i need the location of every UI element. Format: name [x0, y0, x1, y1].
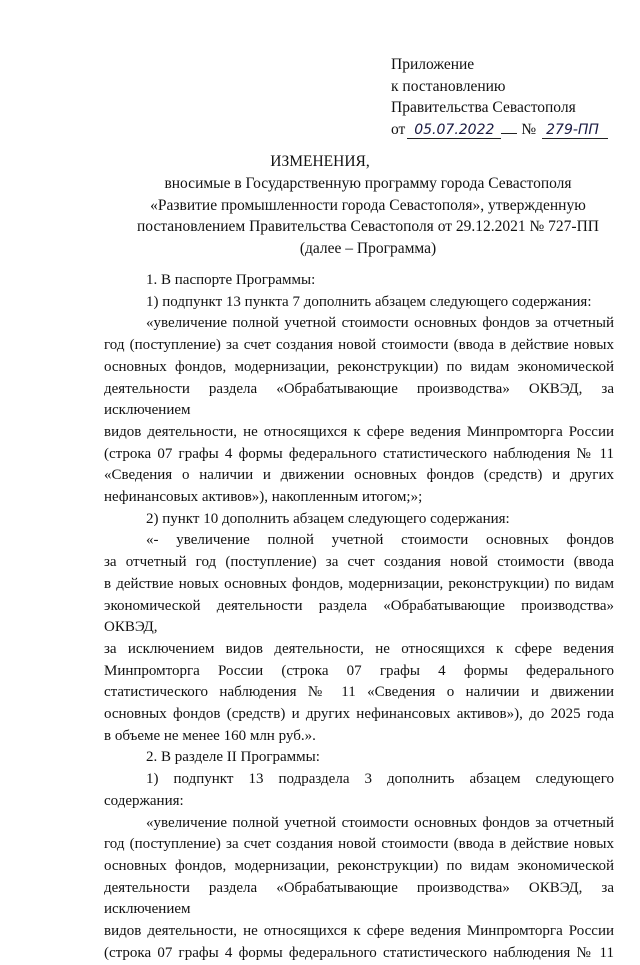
appendix-government: Правительства Севастополя [391, 99, 576, 116]
section-2-heading: 2. В разделе II Программы: [146, 749, 320, 766]
text-line: видов деятельности, не относящихся к сфере ведения Минпромторга России [104, 423, 614, 440]
paragraph-2-quote [104, 530, 614, 747]
paragraph-1-quote [104, 313, 614, 508]
item-2-intro: 2) пункт 10 дополнить абзацем следующего содержания: [146, 510, 510, 527]
item-1-intro: 1) подпункт 13 пункта 7 дополнить абзацем следующего содержания: [146, 293, 592, 310]
text-line: Минпромторга России (строка 07 графы 4 формы федерального [104, 662, 614, 679]
text-line: (строка 07 графы 4 формы федерального статистического наблюдения № 11 [104, 445, 614, 462]
section-1-heading: 1. В паспорте Программы: [146, 272, 316, 288]
text-line: нефинансовых активов»), накопленным итогом;»; [104, 489, 423, 506]
text-line: в действие новых основных фондов, модернизации, реконструкции) по видам [104, 575, 614, 592]
title-line-2: «Развитие промышленности города Севастополя», утвержденную [150, 196, 586, 214]
text-line: «Сведения о наличии и движении основных фондов (средств) и других [104, 467, 614, 484]
number-prefix: № [521, 120, 537, 138]
handwritten-date: 05.07.2022 [407, 122, 501, 139]
text-line: год (поступление) за счет создания новой стоимости (ввода в действие новых [104, 337, 614, 354]
text-line: содержания: [104, 792, 184, 809]
title-line-4: (далее – Программа) [299, 239, 437, 257]
date-prefix: от [391, 120, 406, 138]
title-subtitle-block [0, 173, 640, 259]
text-line: «увеличение полной учетной стоимости основных фондов за отчетный [146, 814, 614, 831]
appendix-resolution-ref: к постановлению [391, 77, 506, 95]
title-heading: ИЗМЕНЕНИЯ, [270, 153, 370, 170]
text-line: основных фондов, модернизации, реконструкции) по видам экономической [104, 857, 614, 874]
handwritten-number: 279-ПП [542, 122, 608, 139]
text-line: «увеличение полной учетной стоимости основных фондов за отчетный [146, 315, 614, 332]
text-line: в объеме не менее 160 млн руб.». [104, 727, 316, 744]
text-line: за отчетный год (поступление) за счет создания новой стоимости (ввода [104, 554, 614, 571]
text-line: основных фондов, модернизации, реконструкции) по видам экономической [104, 358, 614, 375]
title-line-1: вносимые в Государственную программу города Севастополя [164, 175, 572, 192]
text-line: год (поступление) за счет создания новой стоимости (ввода в действие новых [104, 836, 614, 853]
text-line: за исключением видов деятельности, не относящихся к сфере ведения [104, 640, 614, 657]
text-line: статистического наблюдения № 11 «Сведения о наличии и движении [104, 684, 614, 701]
appendix-date-number-line [391, 119, 608, 141]
title-line-3: постановлением Правительства Севастополя от 29.12.2021 № 727-ПП [137, 218, 599, 235]
text-line: видов деятельности, не относящихся к сфере ведения Минпромторга России [104, 923, 614, 940]
section-2-item-1-intro: 1) подпункт 13 подраздела 3 дополнить абзацем следующего [146, 771, 614, 788]
text-line: «- увеличение полной учетной стоимости основных фондов [146, 532, 614, 549]
document-title [0, 151, 640, 173]
document-body [104, 270, 614, 965]
date-underline-extension [501, 133, 517, 134]
text-line: экономической деятельности раздела «Обрабатывающие производства» ОКВЭД, [104, 597, 614, 636]
text-line: деятельности раздела «Обрабатывающие производства» ОКВЭД, за исключением [104, 879, 614, 918]
text-line: основных фондов (средств) и других нефинансовых активов»), до 2025 года [104, 706, 614, 723]
paragraph-3-quote [104, 813, 614, 965]
appendix-block [391, 54, 608, 140]
text-line: (строка 07 графы 4 формы федерального статистического наблюдения № 11 [104, 944, 614, 961]
appendix-label: Приложение [391, 56, 475, 73]
text-line: деятельности раздела «Обрабатывающие производства» ОКВЭД, за исключением [104, 380, 614, 419]
